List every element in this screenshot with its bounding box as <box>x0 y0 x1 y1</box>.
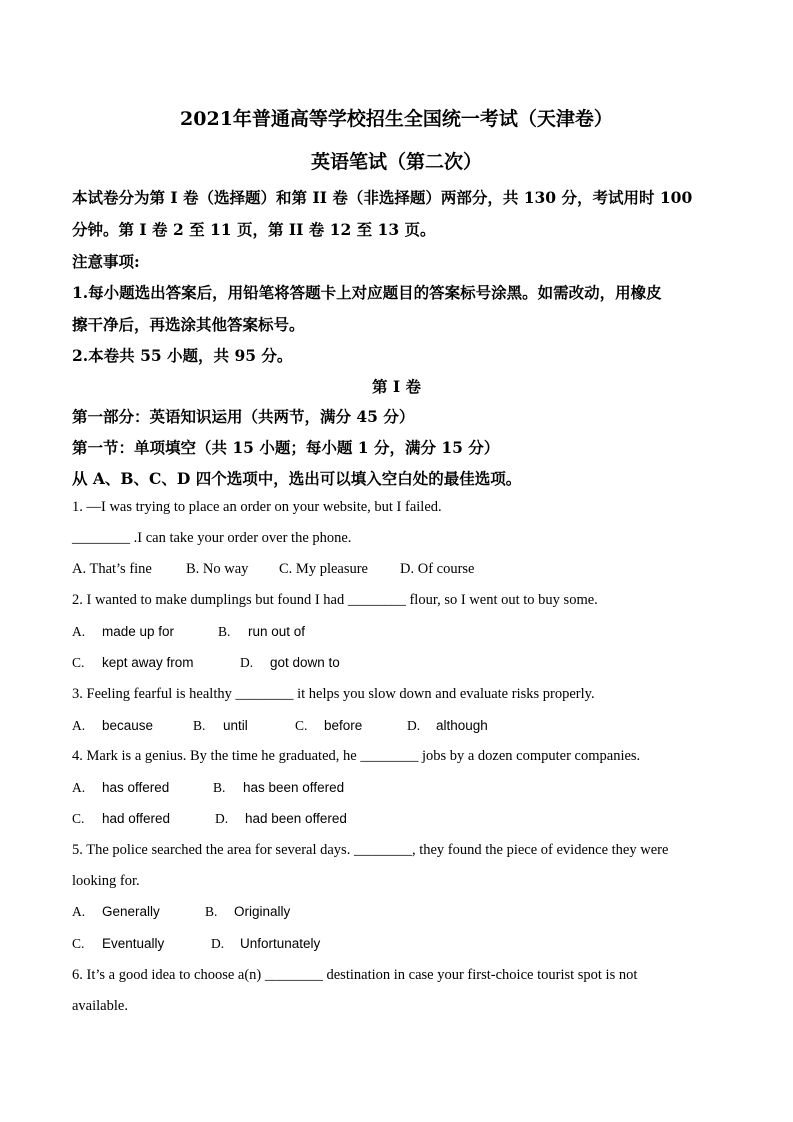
question-6-line-2: available. <box>72 998 128 1014</box>
intro-line-1: 本试卷分为第 I 卷（选择题）和第 II 卷（非选择题）两部分，共 130 分，考试用时 100 <box>72 188 693 207</box>
option-text: run out of <box>248 624 306 639</box>
question-3: 3. Feeling fearful is healthy ________ it helps you slow down and evaluate risks properly. <box>72 686 595 702</box>
option-letter: C. <box>295 718 308 733</box>
question-1-option-a: A. That’s fine <box>72 561 152 577</box>
exam-title: 2021年普通高等学校招生全国统一考试（天津卷） <box>180 108 613 130</box>
volume-heading: 第 I 卷 <box>371 377 422 396</box>
option-text: has been offered <box>243 780 345 795</box>
option-text: had offered <box>102 811 171 826</box>
question-2-option-a <box>72 624 175 640</box>
question-1-option-b: B. No way <box>186 561 249 577</box>
option-text: had been offered <box>245 811 347 826</box>
option-letter: C. <box>72 811 85 826</box>
option-letter: D. <box>211 936 225 951</box>
option-letter: B. <box>218 624 231 639</box>
option-letter: D. <box>215 811 229 826</box>
question-2-option-d <box>240 655 340 671</box>
question-5-option-d <box>211 936 321 952</box>
question-4-option-d <box>215 811 347 827</box>
note-1-line-1: 1.每小题选出答案后，用铅笔将答题卡上对应题目的答案标号涂黑。如需改动，用橡皮 <box>72 283 662 302</box>
option-text: Eventually <box>102 936 165 951</box>
option-text: kept away from <box>102 655 194 670</box>
part-1-heading: 第一部分：英语知识运用（共两节，满分 45 分） <box>72 407 415 426</box>
option-text: Originally <box>234 904 291 919</box>
note-2: 2.本卷共 55 小题，共 95 分。 <box>72 346 293 365</box>
question-3-option-a <box>72 718 154 734</box>
option-letter: D. <box>240 655 254 670</box>
option-text: because <box>102 718 154 733</box>
question-4-option-a <box>72 780 170 796</box>
question-1-option-d: D. Of course <box>400 561 475 577</box>
option-letter: C. <box>72 936 85 951</box>
question-1-line-1: 1. —I was trying to place an order on your website, but I failed. <box>72 499 442 515</box>
notes-heading: 注意事项: <box>72 252 140 271</box>
option-text: before <box>324 718 363 733</box>
option-letter: A. <box>72 904 86 919</box>
question-6-line-1: 6. It’s a good idea to choose a(n) ________ destination in case your first-choice tourist spot is not <box>72 967 638 983</box>
question-5-option-b <box>205 904 291 920</box>
section-instruction: 从 A、B、C、D 四个选项中，选出可以填入空白处的最佳选项。 <box>72 469 522 488</box>
question-4-option-c <box>72 811 171 827</box>
option-letter: C. <box>72 655 85 670</box>
option-letter: A. <box>72 718 86 733</box>
question-5-option-a <box>72 904 160 920</box>
question-3-option-d <box>407 718 488 734</box>
question-1-line-2: ________ .I can take your order over the phone. <box>72 530 352 546</box>
option-letter: D. <box>407 718 421 733</box>
option-text: Generally <box>102 904 160 919</box>
question-4-option-b <box>213 780 345 796</box>
intro-line-2: 分钟。第 I 卷 2 至 11 页，第 II 卷 12 至 13 页。 <box>72 220 436 239</box>
option-letter: B. <box>213 780 226 795</box>
question-3-option-c <box>295 718 363 734</box>
option-text: got down to <box>270 655 340 670</box>
question-2-option-c <box>72 655 194 671</box>
question-5-line-1: 5. The police searched the area for several days. ________, they found the piece of evidence they were <box>72 842 669 858</box>
option-text: until <box>223 718 248 733</box>
question-4: 4. Mark is a genius. By the time he graduated, he ________ jobs by a dozen computer companies. <box>72 748 641 764</box>
option-text: has offered <box>102 780 170 795</box>
option-text: although <box>436 718 488 733</box>
question-1-option-c: C. My pleasure <box>279 561 368 577</box>
option-letter: A. <box>72 624 86 639</box>
option-letter: A. <box>72 780 86 795</box>
section-1-heading: 第一节：单项填空（共 15 小题；每小题 1 分，满分 15 分） <box>72 438 500 457</box>
option-text: made up for <box>102 624 175 639</box>
question-2: 2. I wanted to make dumplings but found I had ________ flour, so I went out to buy some. <box>72 592 598 608</box>
question-2-option-b <box>218 624 306 640</box>
option-letter: B. <box>193 718 206 733</box>
note-1-line-2: 擦干净后，再选涂其他答案标号。 <box>72 315 305 334</box>
option-text: Unfortunately <box>240 936 321 951</box>
exam-subtitle: 英语笔试（第二次） <box>310 151 482 173</box>
question-3-option-b <box>193 718 248 734</box>
question-5-option-c <box>72 936 165 952</box>
option-letter: B. <box>205 904 218 919</box>
question-5-line-2: looking for. <box>72 873 140 889</box>
